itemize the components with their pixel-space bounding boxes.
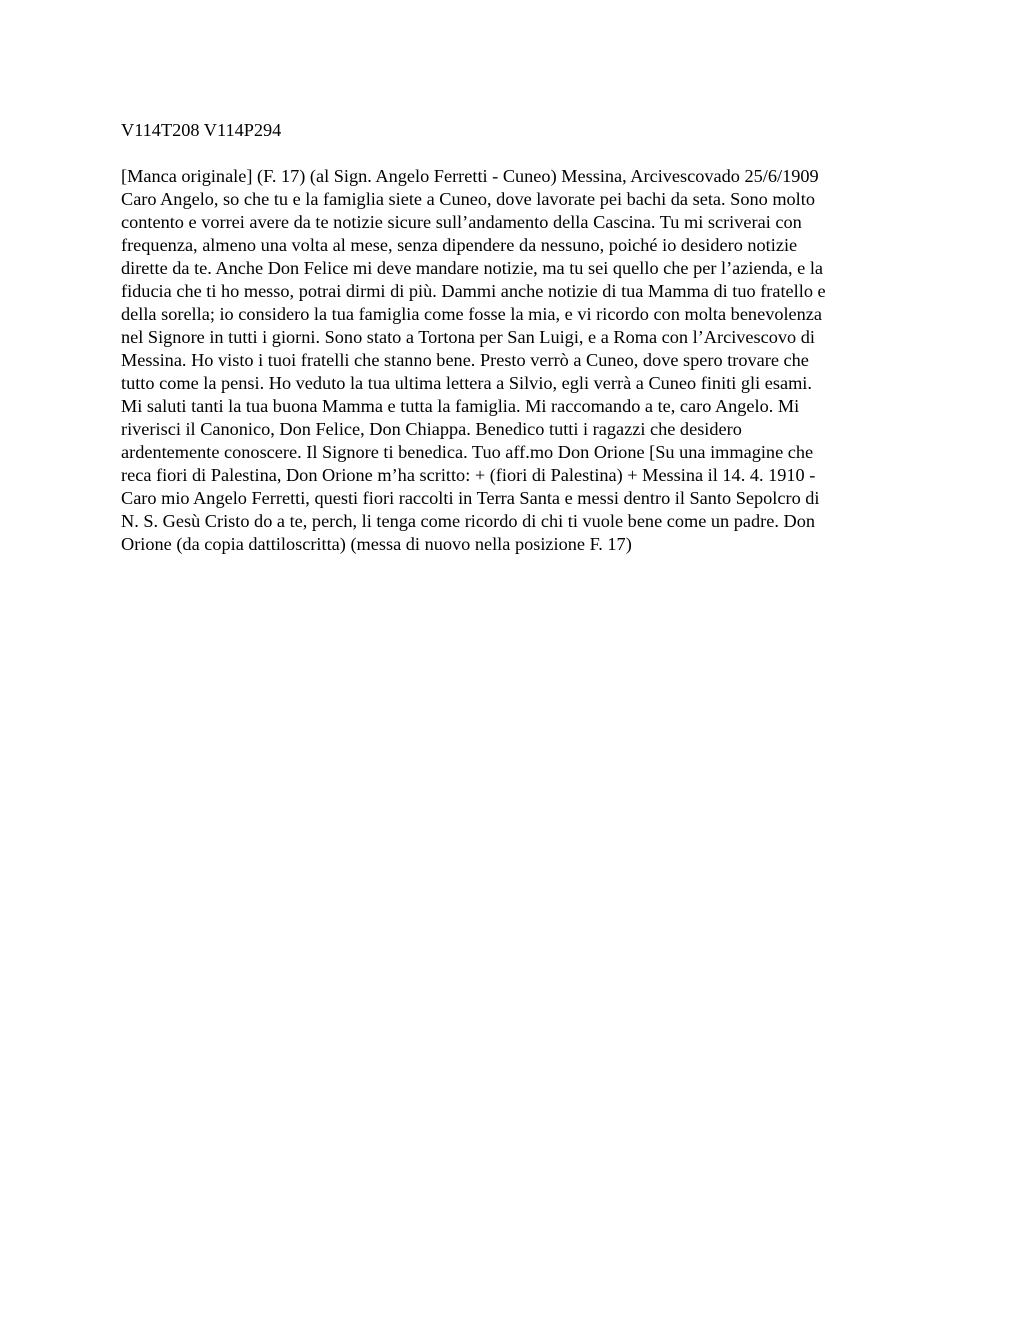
letter-line: reca fiori di Palestina, Don Orione m’ha scritto: + (fiori di Palestina) + Messina il 14. 4. 1910 - xyxy=(121,465,816,485)
letter-line: riverisci il Canonico, Don Felice, Don Chiappa. Benedico tutti i ragazzi che desidero xyxy=(121,419,742,439)
letter-line: nel Signore in tutti i giorni. Sono stato a Tortona per San Luigi, e a Roma con l’Arcivescovo di xyxy=(121,327,815,347)
letter-line: dirette da te. Anche Don Felice mi deve mandare notizie, ma tu sei quello che per l’azienda, e la xyxy=(121,258,824,278)
letter-line: ardentemente conoscere. Il Signore ti benedica. Tuo aff.mo Don Orione [Su una immagine che xyxy=(121,442,814,462)
document-id-header: V114T208 V114P294 xyxy=(121,120,282,140)
letter-body xyxy=(121,165,911,556)
letter-line: Caro mio Angelo Ferretti, questi fiori raccolti in Terra Santa e messi dentro il Santo Sepolcro di xyxy=(121,488,820,508)
letter-line: della sorella; io considero la tua famiglia come fosse la mia, e vi ricordo con molta benevolenza xyxy=(121,304,823,324)
letter-line: Mi saluti tanti la tua buona Mamma e tutta la famiglia. Mi raccomando a te, caro Angelo. Mi xyxy=(121,396,800,416)
letter-line: tutto come la pensi. Ho veduto la tua ultima lettera a Silvio, egli verrà a Cuneo finiti gli esami. xyxy=(121,373,812,393)
letter-line: frequenza, almeno una volta al mese, senza dipendere da nessuno, poiché io desidero notizie xyxy=(121,235,798,255)
letter-line: Orione (da copia dattiloscritta) (messa di nuovo nella posizione F. 17) xyxy=(121,534,632,554)
letter-line: N. S. Gesù Cristo do a te, perch, li tenga come ricordo di chi ti vuole bene come un padre. Don xyxy=(121,511,815,531)
letter-line: contento e vorrei avere da te notizie sicure sull’andamento della Cascina. Tu mi scriverai con xyxy=(121,212,802,232)
letter-line: Messina. Ho visto i tuoi fratelli che stanno bene. Presto verrò a Cuneo, dove spero trovare che xyxy=(121,350,809,370)
letter-line: [Manca originale] (F. 17) (al Sign. Angelo Ferretti - Cuneo) Messina, Arcivescovado 25/6/1909 xyxy=(121,166,819,186)
letter-line: fiducia che ti ho messo, potrai dirmi di più. Dammi anche notizie di tua Mamma di tuo fratello e xyxy=(121,281,826,301)
letter-line: Caro Angelo, so che tu e la famiglia siete a Cuneo, dove lavorate pei bachi da seta. Sono molto xyxy=(121,189,815,209)
